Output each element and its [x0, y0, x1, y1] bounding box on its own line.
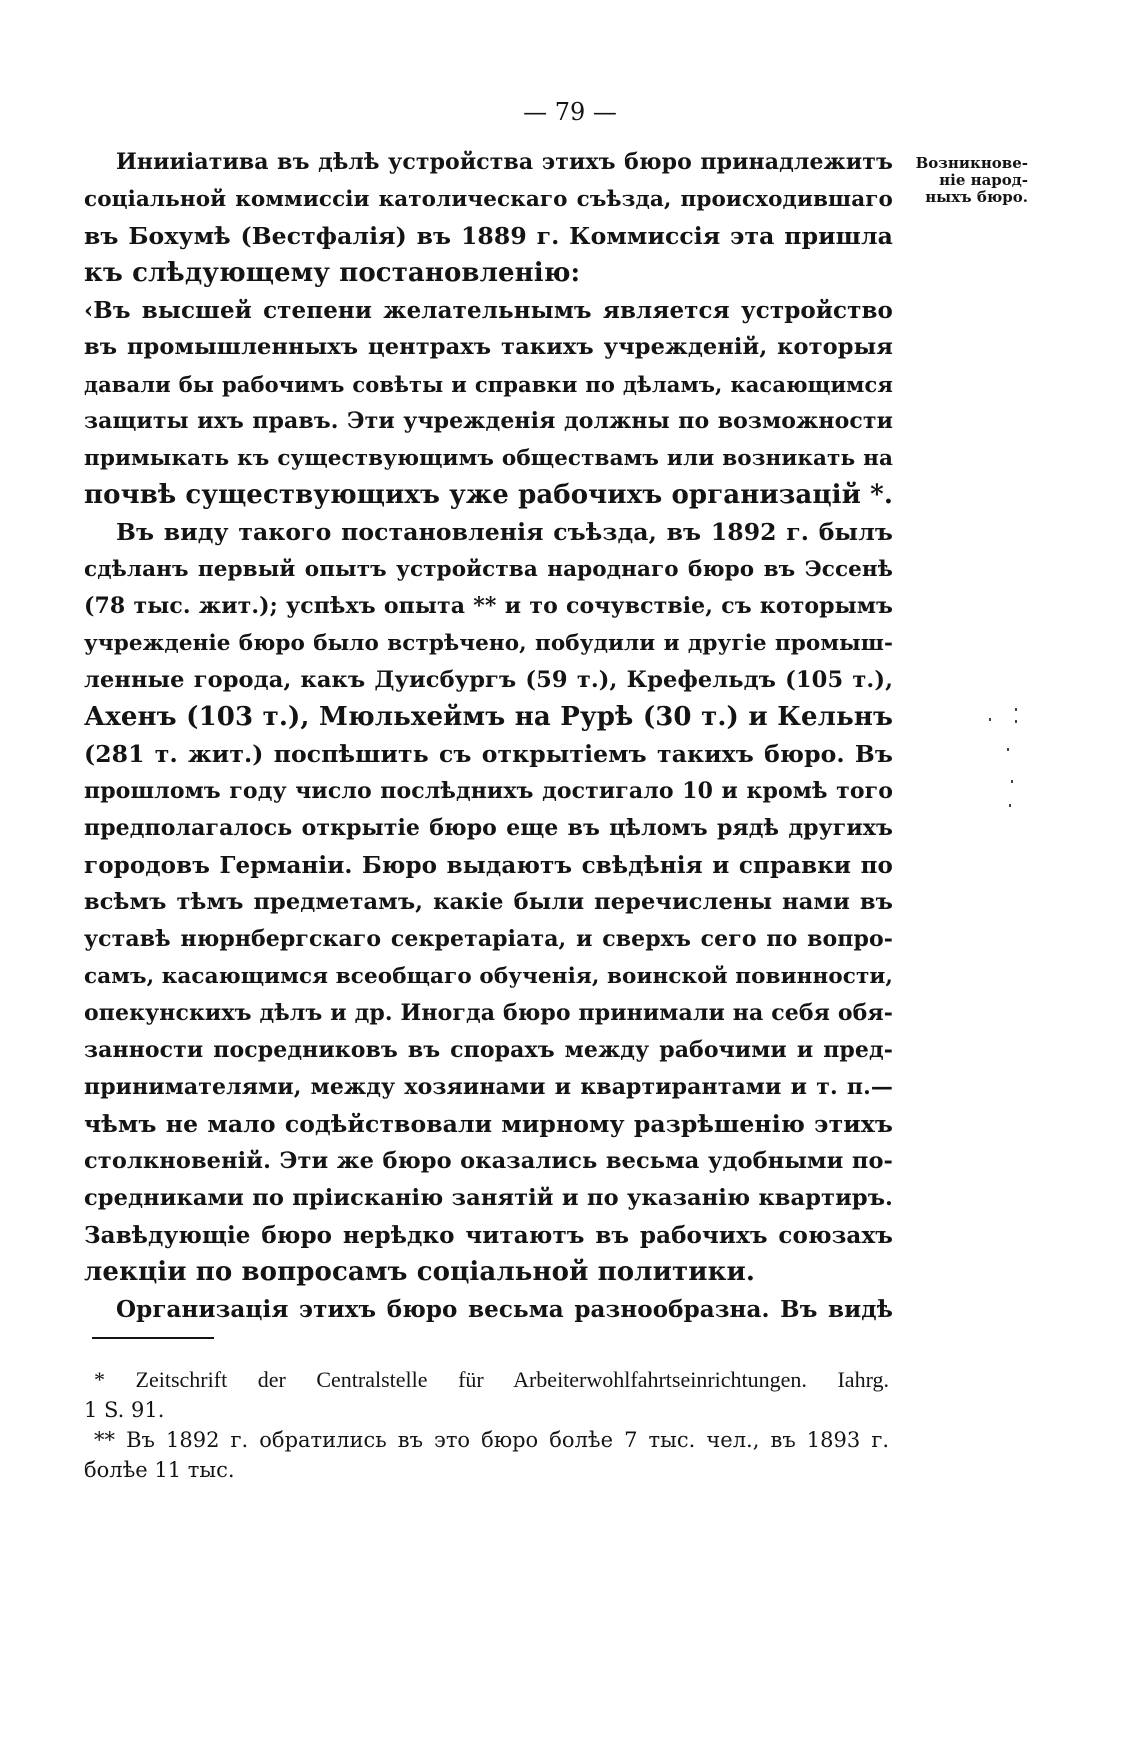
text-line: защиты ихъ правъ. Эти учрежденія должны по возможности [84, 408, 893, 434]
text-line: въ промышленныхъ центрахъ такихъ учрежденій, которыя [84, 334, 893, 360]
text-line: почвѣ существующихъ уже рабочихъ организацій *. [84, 480, 894, 510]
margin-note [878, 155, 1028, 206]
text-line: Въ виду такого постановленія съѣзда, въ 1892 г. былъ [116, 518, 893, 546]
text-line: чѣмъ не мало содѣйствовали мирному разрѣшенію этихъ [84, 1110, 893, 1138]
main-text [84, 144, 893, 1328]
text-line: давали бы рабочимъ совѣты и справки по дѣламъ, касающимся [84, 372, 893, 397]
text-line: занности посредниковъ въ спорахъ между рабочими и пред- [84, 1037, 893, 1063]
text-line: принимателями, между хозяинами и квартирантами и т. п.— [84, 1074, 893, 1100]
text-line: опекунскихъ дѣлъ и др. Иногда бюро принимали на себя обя- [84, 1000, 893, 1026]
text-line: Инииіатива въ дѣлѣ устройства этихъ бюро принадлежитъ [116, 149, 893, 175]
text-line: всѣмъ тѣмъ предметамъ, какіе были перечислены нами въ [84, 889, 893, 915]
text-line: (78 тыс. жит.); успѣхъ опыта ** и то сочувствіе, съ которымъ [84, 593, 893, 619]
text-line: лекціи по вопросамъ соціальной политики. [84, 1257, 755, 1287]
footnote-line: болѣе 11 тыс. [84, 1458, 235, 1482]
page-number: — 79 — [523, 98, 617, 126]
text-line: въ Бохумѣ (Вестфалія) въ 1889 г. Коммиссія эта пришла [84, 222, 893, 250]
margin-note-line: Возникнове- [915, 154, 1028, 172]
text-line: столкновеній. Эти же бюро оказались весьма удобными по- [84, 1148, 893, 1174]
footnote-line: 1 S. 91. [84, 1398, 165, 1422]
text-line: самъ, касающимся всеобщаго обученія, воинской повинности, [84, 964, 893, 989]
text-line: сдѣланъ первый опытъ устройства народнаго бюро въ Эссенѣ [84, 557, 893, 582]
text-line: Организація этихъ бюро весьма разнообразна. Въ видѣ [116, 1296, 893, 1323]
footnotes [84, 1365, 889, 1485]
text-line: ленные города, какъ Дуисбургъ (59 т.), Крефельдъ (105 т.), [84, 667, 893, 693]
text-line: прошломъ году число послѣднихъ достигало 10 и кромѣ того [84, 778, 893, 804]
footnote-line: * Zeitschrift der Centralstelle für Arbeiterwohlfahrtseinrichtungen. Iahrg. [94, 1367, 889, 1392]
text-line: городовъ Германіи. Бюро выдаютъ свѣдѣнія и справки по [84, 852, 893, 879]
text-line: ‹Въ высшей степени желательнымъ является устройство [84, 297, 893, 324]
text-line: соціальной коммиссіи католическаго съѣзда, происходившаго [84, 187, 893, 212]
text-line: (281 т. жит.) поспѣшить съ открытіемъ такихъ бюро. Въ [84, 740, 893, 768]
text-line: къ слѣдующему постановленію: [84, 258, 581, 288]
text-line: учрежденіе бюро было встрѣчено, побудили и другіе промыш- [84, 631, 893, 656]
text-line: средниками по пріисканію занятій и по указанію квартиръ. [84, 1185, 893, 1211]
text-line: предполагалось открытіе бюро еще въ цѣломъ рядѣ другихъ [84, 815, 893, 841]
margin-note-line: ніе народ- [939, 171, 1028, 189]
scan-specks [985, 700, 1025, 820]
text-line: Ахенъ (103 т.), Мюльхеймъ на Рурѣ (30 т.) и Кельнъ [84, 702, 893, 732]
text-line: Завѣдующіе бюро нерѣдко читаютъ въ рабочихъ союзахъ [84, 1222, 893, 1249]
footnote-divider [92, 1337, 214, 1339]
text-line: примыкать къ существующимъ обществамъ или возникать на [84, 446, 893, 471]
footnote-line: ** Въ 1892 г. обратились въ это бюро болѣе 7 тыс. чел., въ 1893 г. [94, 1428, 889, 1452]
text-line: уставѣ нюрнбергскаго секретаріата, и сверхъ сего по вопро- [84, 926, 893, 952]
margin-note-line: ныхъ бюро. [925, 188, 1028, 206]
